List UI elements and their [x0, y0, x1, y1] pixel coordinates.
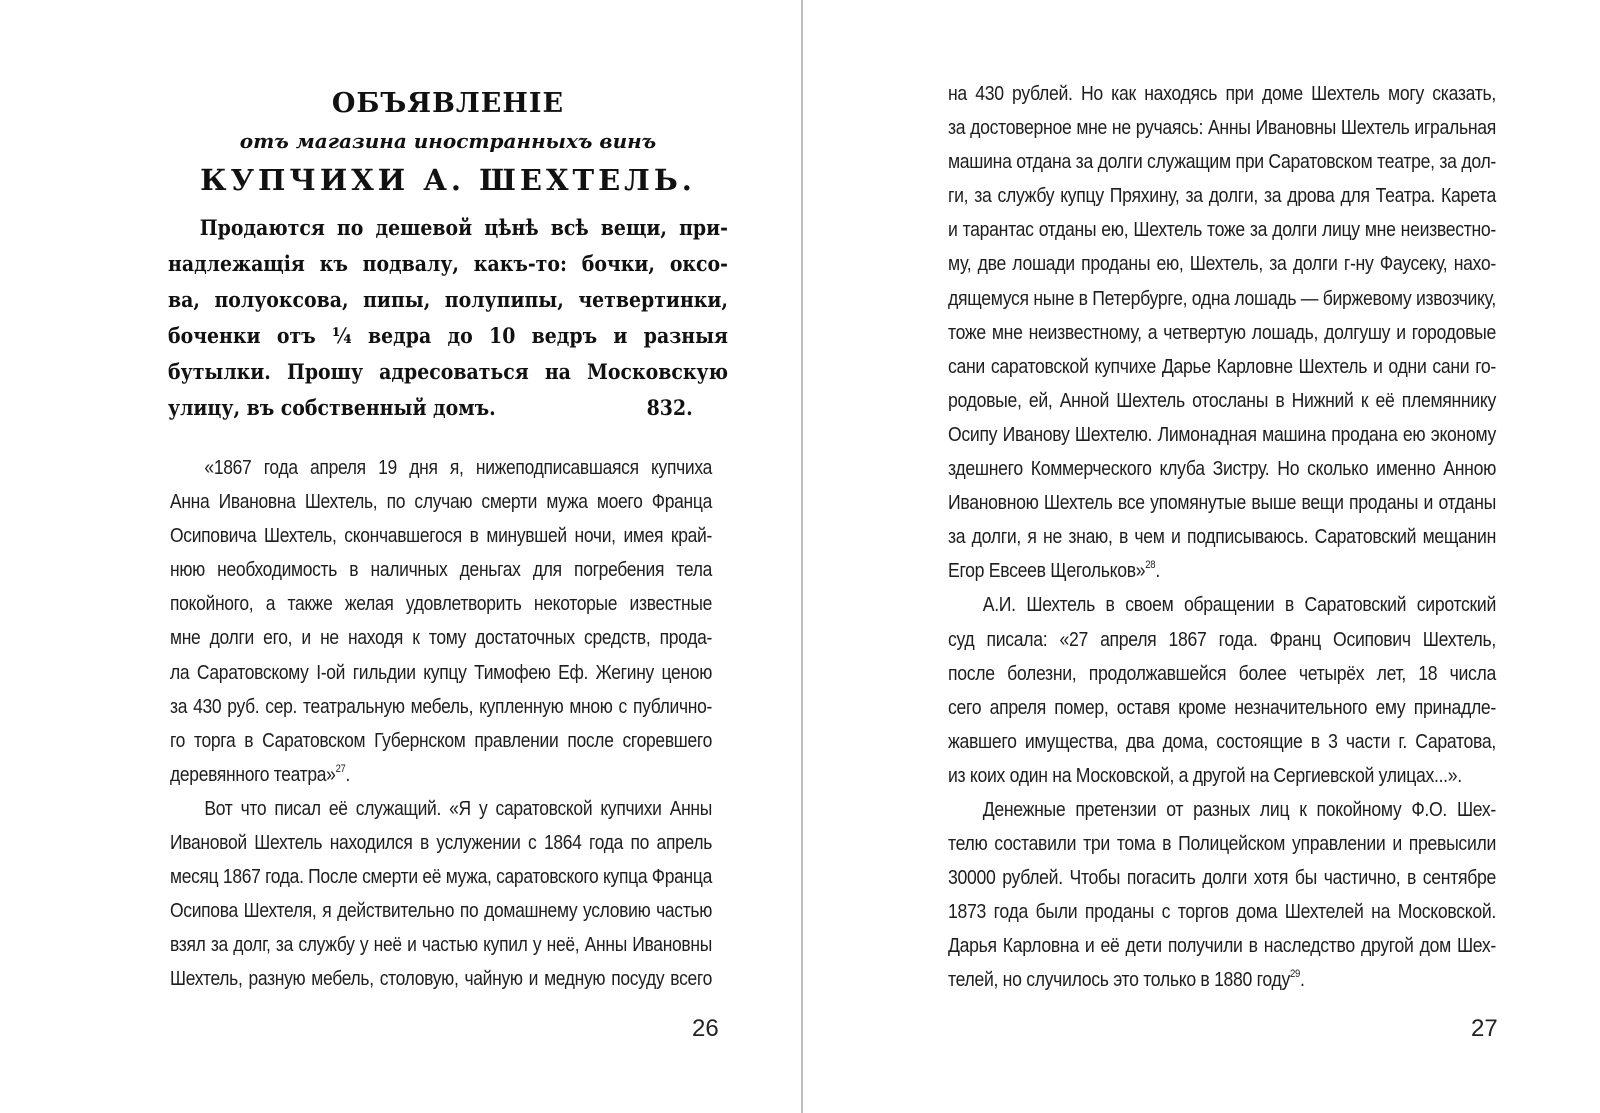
footnote-marker: 29 — [1289, 968, 1301, 981]
text-line: телю составили три тома в Полицейском управлении и превысили — [948, 833, 1496, 856]
advertisement-line: бутылки. Прошу адресоваться на Московскую — [168, 360, 728, 385]
right-body-text — [948, 77, 1496, 998]
punctuation: . — [1300, 969, 1305, 992]
text-line: из коих один на Московской, а другой на Сергиевской улицах...». — [948, 764, 1462, 787]
advertisement-title: ОБЪЯВЛЕНІЕ — [331, 88, 565, 119]
text-line: месяц 1867 года. После смерти её мужа, саратовского купца Франца — [170, 866, 712, 889]
advertisement-number: 832. — [646, 396, 693, 421]
footnote-marker: 27 — [335, 762, 346, 775]
text-line: жавшего имущества, два дома, состоящие в 3 части г. Саратова, — [948, 730, 1496, 753]
text-line: здешнего Коммерческого клуба Зистру. Но сколько именно Анною — [948, 458, 1496, 481]
text-line: 1873 года были проданы с торгов дома Шехтелей на Московской. — [948, 901, 1496, 924]
advertisement-line: надлежащія къ подвалу, какъ-то: бочки, оксо- — [168, 252, 728, 277]
text-line: А.И. Шехтель в своем обращении в Саратовский сиротский — [982, 594, 1496, 617]
text-line: Шехтель, разную мебель, столовую, чайную и медную посуду всего — [170, 968, 712, 991]
text-line: ла Саратовскому I-ой гильдии купцу Тимофею Еф. Жегину ценою — [170, 661, 712, 684]
text-line — [170, 758, 712, 792]
text-line: дящемуся ныне в Петербурге, одна лошадь — биржевому извозчику, — [948, 287, 1496, 310]
text-line: сани саратовской купчихе Дарье Карловне Шехтель и одни сани го- — [948, 355, 1496, 378]
book-gutter-divider — [801, 0, 803, 1113]
text-line: Осиповича Шехтель, скончавшегося в минувшей ночи, имея край- — [170, 525, 712, 548]
text-line: за достоверное мне не ручаясь: Анны Ивановны Шехтель игральная — [948, 117, 1496, 140]
text-line: ги, за службу купцу Пряхину, за долги, за дрова для Театра. Карета — [948, 185, 1496, 208]
punctuation: . — [1155, 560, 1160, 583]
text-line: на 430 рублей. Но как находясь при доме Шехтель могу сказать, — [948, 83, 1496, 105]
text-line: Дарья Карловна и её дети получили в наследство другой дом Шех- — [948, 935, 1496, 958]
text-line: 30000 рублей. Чтобы погасить долги хотя бы частично, в сентябре — [948, 867, 1496, 890]
advertisement-address: улицу, въ собственный домъ. — [168, 396, 496, 421]
text-line: «1867 года апреля 19 дня я, нижеподписавшаяся купчиха — [204, 457, 712, 479]
advertisement-last-line — [168, 391, 728, 427]
text-line: родовые, ей, Анной Шехтель отосланы в Нижний к её племяннику — [948, 389, 1496, 412]
text-line: Ивановною Шехтель все упомянутые выше вещи проданы и отданы — [948, 492, 1496, 515]
text-line: покойного, а также желая удовлетворить некоторые известные — [170, 593, 712, 616]
line-text: деревянного театра» — [170, 763, 336, 786]
left-body-text — [170, 451, 712, 997]
text-line: мне долги его, и не находя к тому достаточных средств, прода- — [170, 627, 712, 650]
text-line: суд писала: «27 апреля 1867 года. Франц Осипович Шехтель, — [948, 628, 1496, 651]
text-line: му, две лошади проданы ею, Шехтель, за долги г-ну Фаусеку, нахо- — [948, 253, 1496, 276]
footnote-marker: 28 — [1145, 559, 1156, 572]
text-line: после болезни, продолжавшейся более четырёх лет, 18 числа — [948, 662, 1496, 685]
advertisement-line: Продаются по дешевой цѣнѣ всѣ вещи, при- — [199, 216, 728, 241]
text-line — [948, 963, 1496, 997]
advertisement-line: боченки отъ ¼ ведра до 10 ведръ и разныя — [168, 324, 728, 349]
text-line: сего апреля помер, оставя кроме незначительного ему принадле- — [948, 696, 1496, 719]
text-line: за долги, я не знаю, в чем и подписываюсь. Саратовский мещанин — [948, 526, 1496, 549]
text-line: за 430 руб. сер. театральную мебель, купленную мною с публично- — [170, 695, 712, 718]
punctuation: . — [345, 763, 351, 786]
text-line: Ивановой Шехтель находился в услужении с 1864 года по апрель — [170, 832, 712, 855]
text-line: Денежные претензии от разных лиц к покойному Ф.О. Шех- — [982, 798, 1496, 821]
advertisement-body — [168, 211, 728, 427]
text-line: нюю необходимость в наличных деньгах для погребения тела — [170, 559, 712, 582]
advertisement-merchant: КУПЧИХИ А. ШЕХТЕЛЬ. — [200, 163, 696, 197]
page-number-left: 26 — [692, 1015, 719, 1042]
text-line: Вот что писал её служащий. «Я у саратовской купчихи Анны — [204, 797, 712, 820]
text-line: Осипу Иванову Шехтелю. Лимонадная машина продана ею эконому — [948, 423, 1496, 446]
advertisement-subtitle: отъ магазина иностранныхъ винъ — [239, 129, 657, 153]
right-page — [804, 0, 1600, 1113]
advertisement-line: ва, полуоксова, пипы, полупипы, четвертинки, — [168, 288, 728, 313]
text-line — [948, 554, 1496, 588]
text-line: и тарантас отданы ею, Шехтель тоже за долги лицу мне неизвестно- — [948, 219, 1496, 242]
text-line: взял за долг, за службу у неё и частью купил у неё, Анны Ивановны — [170, 934, 712, 957]
line-text: телей, но случилось это только в 1880 году — [948, 969, 1290, 992]
text-line: машина отдана за долги служащим при Саратовском театре, за дол- — [948, 151, 1496, 174]
scanned-advertisement — [168, 82, 728, 427]
text-line: Осипова Шехтеля, я действительно по домашнему условию частью — [170, 900, 712, 923]
text-line: тоже мне неизвестному, а четвертую лошадь, долгушу и городовые — [948, 321, 1496, 344]
line-text: Егор Евсеев Щегольков» — [948, 560, 1146, 583]
text-line: го торга в Саратовском Губернском правлении после сгоревшего — [170, 729, 712, 752]
page-number-right: 27 — [1471, 1015, 1498, 1042]
text-line: Анна Ивановна Шехтель, по случаю смерти мужа моего Франца — [170, 491, 712, 514]
